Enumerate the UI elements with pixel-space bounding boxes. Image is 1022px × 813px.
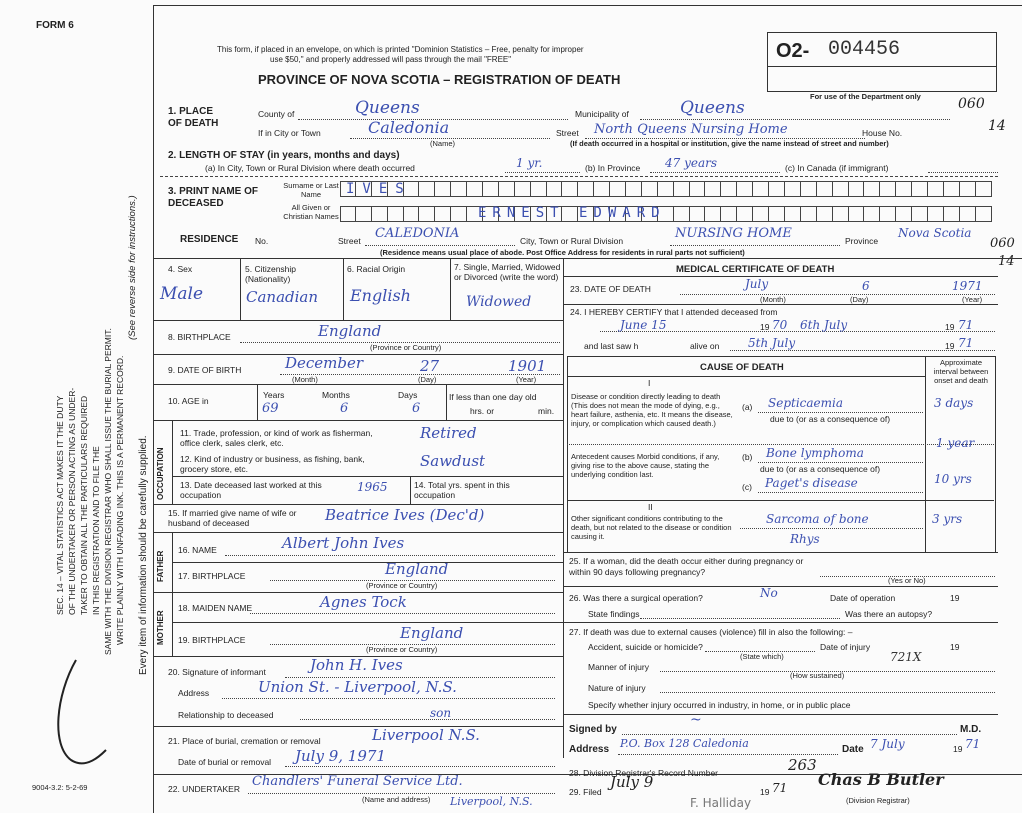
stay-province-value: 47 years xyxy=(665,156,718,170)
medical-certificate-title: MEDICAL CERTIFICATE OF DEATH xyxy=(676,264,835,275)
dob-day-caption: (Day) xyxy=(418,375,437,384)
injury-date-label: Date of injury xyxy=(820,642,871,652)
length-of-stay-label: 2. LENGTH OF STAY (in years, months and days) xyxy=(168,150,400,161)
cause-b-value: Bone lymphoma xyxy=(766,446,864,460)
cause-a-value: Septicaemia xyxy=(768,396,844,410)
print-name-label: 3. PRINT NAME OF DECEASED xyxy=(168,186,259,209)
department-use-label: For use of the Department only xyxy=(810,92,921,101)
due-to-label-2: due to (or as a consequence of) xyxy=(760,464,881,474)
burial-place-label: 21. Place of burial, cremation or removal xyxy=(168,736,321,746)
racial-origin-label: 6. Racial Origin xyxy=(347,264,406,274)
how-sustained-caption: (How sustained) xyxy=(790,671,845,680)
street-label: Street xyxy=(556,128,579,138)
dob-month-caption: (Month) xyxy=(292,375,318,384)
cause-a-interval: 3 days xyxy=(934,396,974,410)
undertaker-label: 22. UNDERTAKER xyxy=(168,784,240,794)
interval-header: Approximate interval between onset and death xyxy=(933,358,989,385)
cause-c-interval: 10 yrs xyxy=(934,472,972,486)
institution-note: (If death occurred in a hospital or institution, give the name instead of street and number) xyxy=(570,139,889,148)
municipality-label: Municipality of xyxy=(575,109,629,119)
attended-to-value: 6th July xyxy=(800,318,848,332)
citizenship-label: 5. Citizenship (Nationality) xyxy=(245,264,297,284)
informant-signature-label: 20. Signature of informant xyxy=(168,667,266,677)
stay-province-label: (b) In Province xyxy=(585,163,641,173)
q26-value: No xyxy=(760,586,778,600)
other-conditions-interval: 3 yrs xyxy=(932,512,963,526)
record-number-value: 263 xyxy=(788,756,817,774)
father-side-label: FATHER xyxy=(156,550,165,582)
informant-address-label: Address xyxy=(178,688,210,698)
dod-day-value: 6 xyxy=(862,279,870,293)
attended-to-year: 71 xyxy=(958,318,974,332)
racial-origin-value: English xyxy=(350,286,411,305)
q25-caption: (Yes or No) xyxy=(888,576,926,585)
filed-year-value: 71 xyxy=(772,781,788,795)
relationship-value: son xyxy=(430,706,452,720)
certify-label: 24. I HEREBY CERTIFY that I attended deceased from xyxy=(570,307,778,317)
city-name-caption: (Name) xyxy=(430,139,456,148)
registrar-signature: Chas B Butler xyxy=(818,770,944,789)
city-value: Caledonia xyxy=(368,118,450,137)
notice-line-1: This form, if placed in an envelope, on which is printed "Dominion Statistics – Free, penalty for improper xyxy=(217,45,584,54)
margin-text-4: IN THIS REGISTRATION AND TO FILE THE xyxy=(91,446,101,615)
department-code-1: 060 xyxy=(958,96,985,112)
residence-no-label: No. xyxy=(255,236,269,246)
registrar-caption: (Division Registrar) xyxy=(846,796,910,805)
county-value: Queens xyxy=(355,98,420,118)
alive-on-label: alive on xyxy=(690,341,720,351)
margin-text-6: WRITE PLAINLY WITH UNFADING INK. THIS IS A PERMANENT RECORD. xyxy=(115,355,125,645)
cause-b-interval: 1 year xyxy=(936,436,975,450)
filed-date-value: July 9 xyxy=(610,773,654,791)
attended-from-value: June 15 xyxy=(620,318,667,332)
q11-value: Retired xyxy=(420,424,477,442)
q13-value: 1965 xyxy=(357,480,388,494)
cause-of-death-title: CAUSE OF DEATH xyxy=(700,362,784,373)
q12-value: Sawdust xyxy=(420,452,486,470)
other-conditions-value: Sarcoma of bone xyxy=(766,512,869,526)
signed-by-label: Signed by xyxy=(569,724,617,735)
state-which-caption: (State which) xyxy=(740,652,784,661)
age-days-value: 6 xyxy=(412,401,421,416)
signed-date-label: Date xyxy=(842,744,864,755)
age-months-label: Months xyxy=(322,390,350,400)
mother-birthplace-caption: (Province or Country) xyxy=(366,645,438,654)
margin-text-8: Every item of information should be carefully supplied. xyxy=(138,435,149,675)
physician-address-value: P.O. Box 128 Caledonia xyxy=(620,737,749,750)
birthplace-caption: (Province or Country) xyxy=(370,343,442,352)
signed-date-year: 71 xyxy=(965,737,981,751)
age-years-label: Years xyxy=(263,390,285,400)
q27-label: 27. If death was due to external causes (violence) fill in also the following: – xyxy=(569,627,853,637)
undertaker-value: Chandlers' Funeral Service Ltd. xyxy=(252,774,463,789)
registration-number: 004456 xyxy=(828,38,901,61)
filed-label: 29. Filed xyxy=(569,787,602,797)
physician-signature: ~ xyxy=(690,712,702,728)
father-birthplace-value: England xyxy=(385,560,449,578)
cause-part-2: II xyxy=(648,502,653,512)
date-of-death-label: 23. DATE OF DEATH xyxy=(570,284,651,294)
spouse-value: Beatrice Ives (Dec'd) xyxy=(325,506,485,524)
other-conditions-value-2: Rhys xyxy=(790,532,820,546)
accident-label: Accident, suicide or homicide? xyxy=(588,642,703,652)
age-months-value: 6 xyxy=(340,401,349,416)
specify-label: Specify whether injury occurred in industry, in home, or in public place xyxy=(588,700,851,710)
marital-status-value: Widowed xyxy=(466,294,532,310)
place-of-death-label: 1. PLACE OF DEATH xyxy=(168,106,219,129)
spouse-label: 15. If married give name of wife or husband of deceased xyxy=(168,508,297,528)
q25-label: 25. If a woman, did the death occur either during pregnancy or within 90 days following pregnancy? xyxy=(569,556,804,577)
form-number: FORM 6 xyxy=(36,20,74,31)
cause-c-value: Paget's disease xyxy=(765,476,858,490)
record-number-label: 28. Division Registrar's Record Number xyxy=(569,768,719,778)
dob-month-value: December xyxy=(285,354,364,372)
last-seen-year: 71 xyxy=(958,336,974,350)
burial-date-label: Date of burial or removal xyxy=(178,757,272,767)
sex-label: 4. Sex xyxy=(168,264,193,274)
surname-value: IVES xyxy=(346,181,412,197)
operation-year-label: 19 xyxy=(950,593,960,603)
stay-canada-label: (c) In Canada (if immigrant) xyxy=(785,163,889,173)
given-names-value: ERNEST EDWARD xyxy=(478,205,666,221)
due-to-label-1: due to (or as a consequence of) xyxy=(770,414,891,424)
form-left-border xyxy=(153,5,154,813)
initial-mark xyxy=(46,655,116,775)
cause-part-1: I xyxy=(648,378,651,388)
nature-label: Nature of injury xyxy=(588,683,646,693)
dod-month-value: July xyxy=(745,277,769,291)
residence-code-2: 14 xyxy=(998,254,1015,269)
street-value: North Queens Nursing Home xyxy=(594,122,788,137)
direct-cause-label: Disease or condition directly leading to death (This does not mean the mode of dying, e.g., heart failure, asthenia, etc. It means the disease, injury, or complication which caused death.) xyxy=(571,392,733,428)
city-label: If in City or Town xyxy=(258,128,321,138)
surname-label: Surname or Last Name xyxy=(283,181,339,199)
age-less-day-label: If less than one day old xyxy=(449,392,537,402)
age-minutes-label: min. xyxy=(538,406,555,416)
residence-label: RESIDENCE xyxy=(180,234,239,245)
findings-label: State findings xyxy=(588,609,640,619)
autopsy-label: Was there an autopsy? xyxy=(845,609,933,619)
birthplace-label: 8. BIRTHPLACE xyxy=(168,332,231,342)
antecedent-label: Antecedent causes Morbid conditions, if any, giving rise to the above cause, stating the underlying condition last. xyxy=(571,452,720,479)
attended-from-year: 70 xyxy=(772,318,788,332)
registration-prefix: O2- xyxy=(776,40,810,62)
residence-street-label: Street xyxy=(338,236,361,246)
filing-clerk-stamp: F. Halliday xyxy=(690,796,752,810)
md-label: M.D. xyxy=(960,724,982,735)
department-code-2: 14 xyxy=(988,118,1006,134)
undertaker-caption: (Name and address) xyxy=(362,795,431,804)
given-names-label: All Given or Christian Names xyxy=(283,203,339,221)
form-code: 9004-3.2: 5-2-69 xyxy=(32,783,88,792)
residence-province-label: Province xyxy=(845,236,879,246)
residence-city-label: City, Town or Rural Division xyxy=(520,236,624,246)
manner-value: 721X xyxy=(890,650,922,664)
burial-place-value: Liverpool N.S. xyxy=(372,726,480,744)
mother-birthplace-label: 19. BIRTHPLACE xyxy=(178,635,246,645)
margin-text-5: SAME WITH THE DIVISION REGISTRAR WHO SHALL ISSUE THE BURIAL PERMIT. xyxy=(103,328,113,655)
birthplace-value: England xyxy=(318,322,382,340)
margin-text-2: OF THE UNDERTAKER OR PERSON ACTING AS UNDER- xyxy=(67,387,77,615)
father-birthplace-caption: (Province or Country) xyxy=(366,581,438,590)
last-saw-label: and last saw h xyxy=(584,341,639,351)
form-top-border xyxy=(153,5,1022,6)
age-hours-label: hrs. or xyxy=(470,406,495,416)
margin-text-7: (See reverse side for instructions.) xyxy=(127,195,138,340)
manner-label: Manner of injury xyxy=(588,662,649,672)
mother-name-value: Agnes Tock xyxy=(320,593,407,611)
residence-city-value: NURSING HOME xyxy=(675,226,792,241)
dod-day-caption: (Day) xyxy=(850,295,869,304)
informant-address-value: Union St. - Liverpool, N.S. xyxy=(258,678,457,696)
cause-c-label: (c) xyxy=(742,482,752,492)
father-name-value: Albert John Ives xyxy=(282,534,405,552)
residence-street-value: CALEDONIA xyxy=(375,226,460,241)
mother-birthplace-value: England xyxy=(400,624,464,642)
other-conditions-label: Other significant conditions contributing to the death, but not related to the disease or condition causing it. xyxy=(571,514,732,541)
date-of-birth-label: 9. DATE OF BIRTH xyxy=(168,365,242,375)
given-names-cells xyxy=(340,206,992,222)
mother-name-label: 18. MAIDEN NAME xyxy=(178,603,253,613)
address-label: Address xyxy=(569,744,610,755)
burial-date-value: July 9, 1971 xyxy=(295,747,386,765)
citizenship-value: Canadian xyxy=(246,288,319,306)
dob-year-caption: (Year) xyxy=(516,375,537,384)
informant-signature-value: John H. Ives xyxy=(310,656,403,674)
dod-year-value: 1971 xyxy=(952,279,983,293)
age-label: 10. AGE in xyxy=(168,396,209,406)
municipality-value: Queens xyxy=(680,98,745,118)
father-birthplace-label: 17. BIRTHPLACE xyxy=(178,571,246,581)
dod-month-caption: (Month) xyxy=(760,295,786,304)
margin-text-1: SEC. 14 – VITAL STATISTICS ACT MAKES IT THE DUTY xyxy=(55,395,65,615)
margin-text-3: TAKER TO OBTAIN ALL THE PARTICULARS REQUIRED xyxy=(79,395,89,615)
father-name-label: 16. NAME xyxy=(178,545,217,555)
dod-year-caption: (Year) xyxy=(962,295,983,304)
residence-note: (Residence means usual place of abode. Post Office Address for residents in rural parts not sufficient) xyxy=(380,248,745,257)
signed-date-value: 7 July xyxy=(870,737,905,751)
dob-year-value: 1901 xyxy=(508,357,547,375)
surname-cells xyxy=(340,181,992,197)
mother-side-label: MOTHER xyxy=(156,610,165,645)
residence-code-1: 060 xyxy=(990,236,1015,251)
cause-a-label: (a) xyxy=(742,402,753,412)
house-number-label: House No. xyxy=(862,128,903,138)
q26-label: 26. Was there a surgical operation? xyxy=(569,593,703,603)
occupation-side-label: OCCUPATION xyxy=(156,447,165,500)
operation-date-label: Date of operation xyxy=(830,593,896,603)
form-title: PROVINCE OF NOVA SCOTIA – REGISTRATION OF DEATH xyxy=(258,72,621,87)
cause-b-label: (b) xyxy=(742,452,753,462)
residence-province-value: Nova Scotia xyxy=(898,226,972,240)
stay-city-value: 1 yr. xyxy=(516,156,543,170)
q11-label: 11. Trade, profession, or kind of work as fisherman, office clerk, sales clerk, etc. xyxy=(180,428,373,448)
notice-line-2: use $50," and properly addressed will pass through the mail "FREE" xyxy=(270,55,512,64)
undertaker-town-value: Liverpool, N.S. xyxy=(450,795,533,808)
stay-city-label: (a) In City, Town or Rural Division where death occurred xyxy=(205,163,415,173)
relationship-label: Relationship to deceased xyxy=(178,710,274,720)
q12-label: 12. Kind of industry or business, as fishing, bank, grocery store, etc. xyxy=(180,454,365,474)
age-days-label: Days xyxy=(398,390,418,400)
marital-status-label: 7. Single, Married, Widowed or Divorced (write the word) xyxy=(454,262,561,282)
sex-value: Male xyxy=(160,284,204,304)
last-seen-value: 5th July xyxy=(748,336,796,350)
middle-divider xyxy=(563,258,564,758)
age-years-value: 69 xyxy=(262,401,279,416)
dob-day-value: 27 xyxy=(420,357,440,375)
q14-label: 14. Total yrs. spent in this occupation xyxy=(414,480,510,500)
q13-label: 13. Date deceased last worked at this occupation xyxy=(180,480,322,500)
county-label: County of xyxy=(258,109,295,119)
